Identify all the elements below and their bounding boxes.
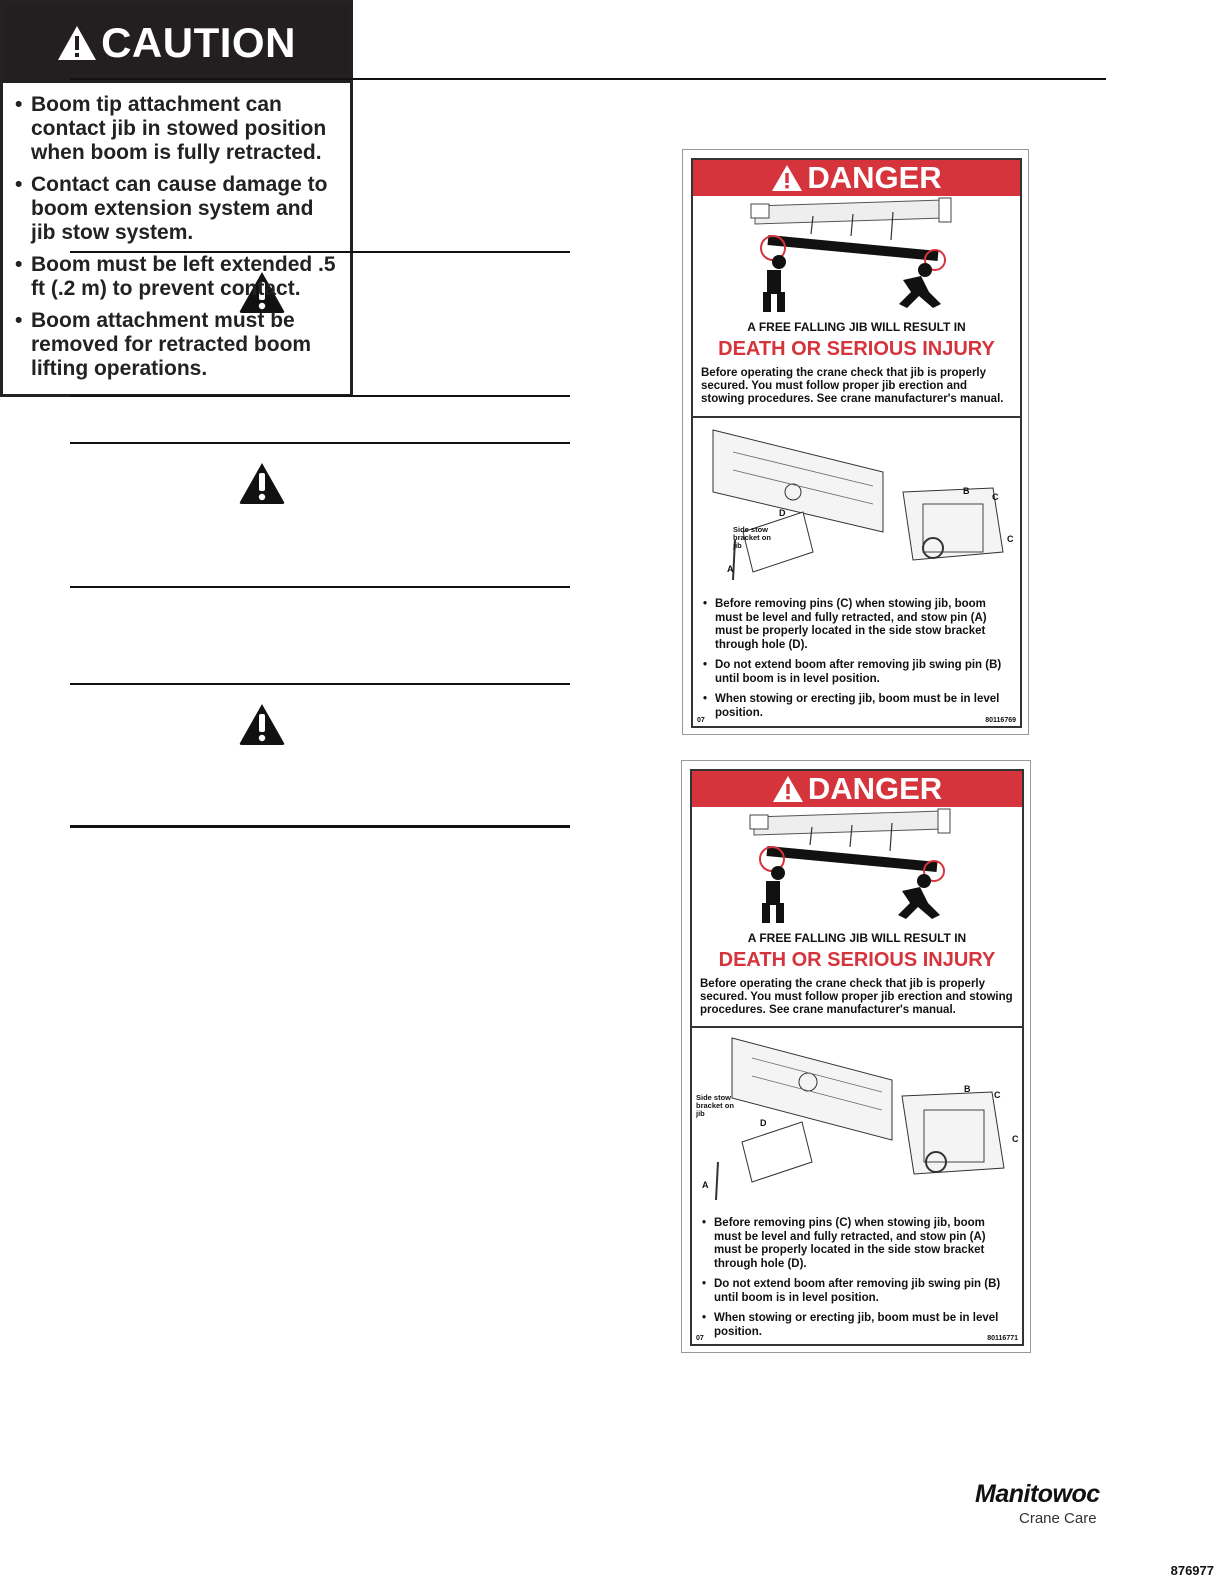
callout-side-stow: Side stow bracket on jib bbox=[733, 525, 771, 550]
danger-title: DANGER bbox=[807, 771, 943, 806]
callout-a: A bbox=[727, 564, 734, 574]
danger-bullet: • Before removing pins (C) when stowing jib, boom must be level and fully retracted, and stow pin (A) must be properly located in the side stow bracket through hole (D). bbox=[701, 598, 1004, 652]
callout-b: B bbox=[964, 1084, 971, 1094]
callout-b: B bbox=[963, 486, 970, 496]
danger-decal-1 bbox=[682, 149, 1029, 735]
section-rule bbox=[70, 683, 570, 685]
caution-title: CAUTION bbox=[101, 19, 296, 66]
danger-footer-left: 07 bbox=[696, 1335, 704, 1342]
warning-triangle-icon bbox=[238, 702, 286, 746]
warning-triangle-icon bbox=[238, 461, 286, 505]
callout-d: D bbox=[760, 1118, 767, 1128]
caution-bullet: • Boom must be left extended .5 ft (.2 m) to prevent contact. bbox=[15, 253, 340, 301]
danger-bullet: • Before removing pins (C) when stowing jib, boom must be level and fully retracted, and stow pin (A) must be properly located in the side stow bracket through hole (D). bbox=[700, 1217, 1006, 1271]
caution-bullet: • Contact can cause damage to boom extension system and jib stow system. bbox=[15, 173, 340, 245]
callout-c: C bbox=[994, 1090, 1001, 1100]
danger-triangle-icon bbox=[772, 775, 804, 803]
danger-instruction: Before operating the crane check that jib is properly secured. You must follow proper jib erection and stowing procedures. See crane manufacturer's manual. bbox=[701, 367, 1004, 405]
danger-part-number: 80116771 bbox=[987, 1335, 1018, 1342]
danger-footer-left: 07 bbox=[697, 717, 705, 724]
callout-side-stow: Side stow bracket on jib bbox=[696, 1093, 734, 1118]
manitowoc-logo bbox=[975, 1480, 1105, 1530]
caution-bullet: • Boom tip attachment can contact jib in stowed position when boom is fully retracted. bbox=[15, 93, 340, 165]
jib-stow-illustration bbox=[693, 422, 1020, 594]
section-rule bbox=[70, 825, 570, 828]
caution-bullet: • Boom attachment must be removed for retracted boom lifting operations. bbox=[15, 309, 340, 381]
callout-a: A bbox=[702, 1180, 709, 1190]
caution-header bbox=[3, 3, 350, 83]
falling-jib-illustration bbox=[692, 807, 1022, 929]
callout-c: C bbox=[1012, 1134, 1019, 1144]
danger-consequence: DEATH OR SERIOUS INJURY bbox=[718, 338, 995, 360]
danger-bullets bbox=[700, 1217, 1006, 1346]
danger-bullet: • Do not extend boom after removing jib swing pin (B) until boom is in level position. bbox=[700, 1278, 1006, 1305]
danger-header bbox=[693, 160, 1020, 196]
danger-bullets bbox=[701, 598, 1004, 727]
section-rule bbox=[70, 442, 570, 444]
header-rule bbox=[70, 78, 1106, 80]
section-rule bbox=[70, 395, 570, 397]
danger-decal-2 bbox=[681, 760, 1031, 1353]
danger-bullet: • When stowing or erecting jib, boom must be in level position. bbox=[700, 1312, 1006, 1339]
danger-bullet: • Do not extend boom after removing jib swing pin (B) until boom is in level position. bbox=[701, 659, 1004, 686]
caution-part-number: 876977 bbox=[1170, 1563, 1214, 1578]
section-rule bbox=[70, 586, 570, 588]
danger-consequence: DEATH OR SERIOUS INJURY bbox=[718, 949, 996, 971]
caution-bullets bbox=[3, 83, 350, 381]
jib-stow-illustration bbox=[692, 1032, 1022, 1204]
danger-bullet: • When stowing or erecting jib, boom must be in level position. bbox=[701, 693, 1004, 720]
danger-warning-line: A FREE FALLING JIB WILL RESULT IN bbox=[747, 320, 966, 334]
danger-triangle-icon bbox=[771, 164, 803, 192]
caution-triangle-icon bbox=[57, 25, 97, 61]
logo-brand: Manitowoc bbox=[975, 1480, 1100, 1508]
callout-c: C bbox=[992, 492, 999, 502]
falling-jib-illustration bbox=[693, 196, 1020, 318]
danger-title: DANGER bbox=[807, 160, 942, 195]
callout-d: D bbox=[779, 508, 786, 518]
callout-c: C bbox=[1007, 534, 1014, 544]
danger-instruction: Before operating the crane check that jib is properly secured. You must follow proper jib erection and stowing procedures. See crane manufacturer's manual. bbox=[700, 978, 1013, 1016]
danger-part-number: 80116769 bbox=[985, 717, 1016, 724]
danger-warning-line: A FREE FALLING JIB WILL RESULT IN bbox=[747, 931, 967, 945]
danger-header bbox=[692, 771, 1022, 807]
logo-subtitle: Crane Care bbox=[1019, 1510, 1097, 1527]
